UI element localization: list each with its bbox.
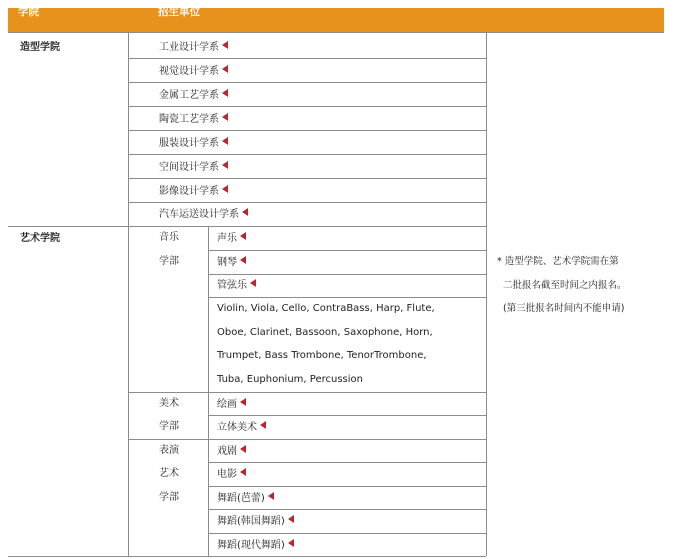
row-line — [8, 32, 664, 33]
instrument-list-line: Oboe, Clarinet, Bassoon, Saxophone, Horn, — [217, 327, 433, 338]
row-line — [128, 202, 486, 203]
department-item: 视觉设计学系 — [159, 65, 228, 78]
major-item: 管弦乐 — [217, 279, 256, 292]
major-item: 舞蹈(韩国舞蹈) — [217, 515, 294, 528]
row-line — [128, 439, 486, 440]
marker-icon — [240, 445, 246, 453]
division-name: 音乐 — [159, 232, 179, 243]
note-line: (第三批报名时间内不能申请) — [503, 303, 625, 314]
row-line — [128, 82, 486, 83]
department-item: 陶瓷工艺学系 — [159, 113, 228, 126]
note-line: 二批报名截至时间之内报名。 — [503, 280, 627, 291]
row-line — [208, 462, 486, 463]
header-unit: 招生单位 — [158, 6, 200, 18]
row-line — [8, 556, 486, 557]
marker-icon — [240, 468, 246, 476]
marker-icon — [222, 41, 228, 49]
department-item: 汽车运送设计学系 — [159, 208, 248, 221]
instrument-list-line: Violin, Viola, Cello, ContraBass, Harp, Flute, — [217, 303, 435, 314]
major-item: 舞蹈(现代舞蹈) — [217, 539, 294, 552]
row-line — [128, 178, 486, 179]
col-divider-school — [128, 32, 129, 556]
major-item: 钢琴 — [217, 256, 246, 269]
division-name: 美术 — [159, 398, 179, 409]
marker-icon — [288, 515, 294, 523]
header-school: 学院 — [18, 6, 39, 18]
marker-icon — [222, 89, 228, 97]
row-line — [208, 486, 486, 487]
row-line — [128, 106, 486, 107]
department-item: 金属工艺学系 — [159, 89, 228, 102]
division-name: 艺术 — [159, 468, 179, 479]
col-divider-division — [208, 226, 209, 556]
row-line — [8, 226, 486, 227]
marker-icon — [222, 113, 228, 121]
marker-icon — [222, 185, 228, 193]
marker-icon — [240, 256, 246, 264]
major-item: 电影 — [217, 468, 246, 481]
marker-icon — [260, 421, 266, 429]
row-line — [208, 533, 486, 534]
row-line — [128, 154, 486, 155]
school-name: 造型学院 — [20, 42, 60, 53]
major-item: 戏剧 — [217, 445, 246, 458]
instrument-list-line: Tuba, Euphonium, Percussion — [217, 374, 363, 385]
division-name: 学部 — [159, 421, 179, 432]
marker-icon — [240, 398, 246, 406]
row-line — [128, 392, 486, 393]
major-item: 绘画 — [217, 398, 246, 411]
major-item: 舞蹈(芭蕾) — [217, 492, 274, 505]
marker-icon — [250, 279, 256, 287]
row-line — [128, 58, 486, 59]
marker-icon — [222, 65, 228, 73]
row-line — [208, 274, 486, 275]
department-item: 服装设计学系 — [159, 137, 228, 150]
department-item: 工业设计学系 — [159, 41, 228, 54]
table-header — [8, 8, 664, 32]
department-item: 影像设计学系 — [159, 185, 228, 198]
row-line — [208, 297, 486, 298]
col-divider-note — [486, 32, 487, 556]
marker-icon — [240, 232, 246, 240]
marker-icon — [222, 161, 228, 169]
major-item: 立体美术 — [217, 421, 266, 434]
major-item: 声乐 — [217, 232, 246, 245]
marker-icon — [288, 539, 294, 547]
division-name: 表演 — [159, 445, 179, 456]
row-line — [128, 130, 486, 131]
marker-icon — [222, 137, 228, 145]
marker-icon — [268, 492, 274, 500]
instrument-list-line: Trumpet, Bass Trombone, TenorTrombone, — [217, 350, 427, 361]
department-item: 空间设计学系 — [159, 161, 228, 174]
school-name: 艺术学院 — [20, 233, 60, 244]
division-name: 学部 — [159, 256, 179, 267]
note-line: * 造型学院、艺术学院需在第 — [497, 256, 619, 267]
row-line — [208, 250, 486, 251]
division-name: 学部 — [159, 492, 179, 503]
row-line — [208, 415, 486, 416]
row-line — [208, 509, 486, 510]
marker-icon — [242, 208, 248, 216]
